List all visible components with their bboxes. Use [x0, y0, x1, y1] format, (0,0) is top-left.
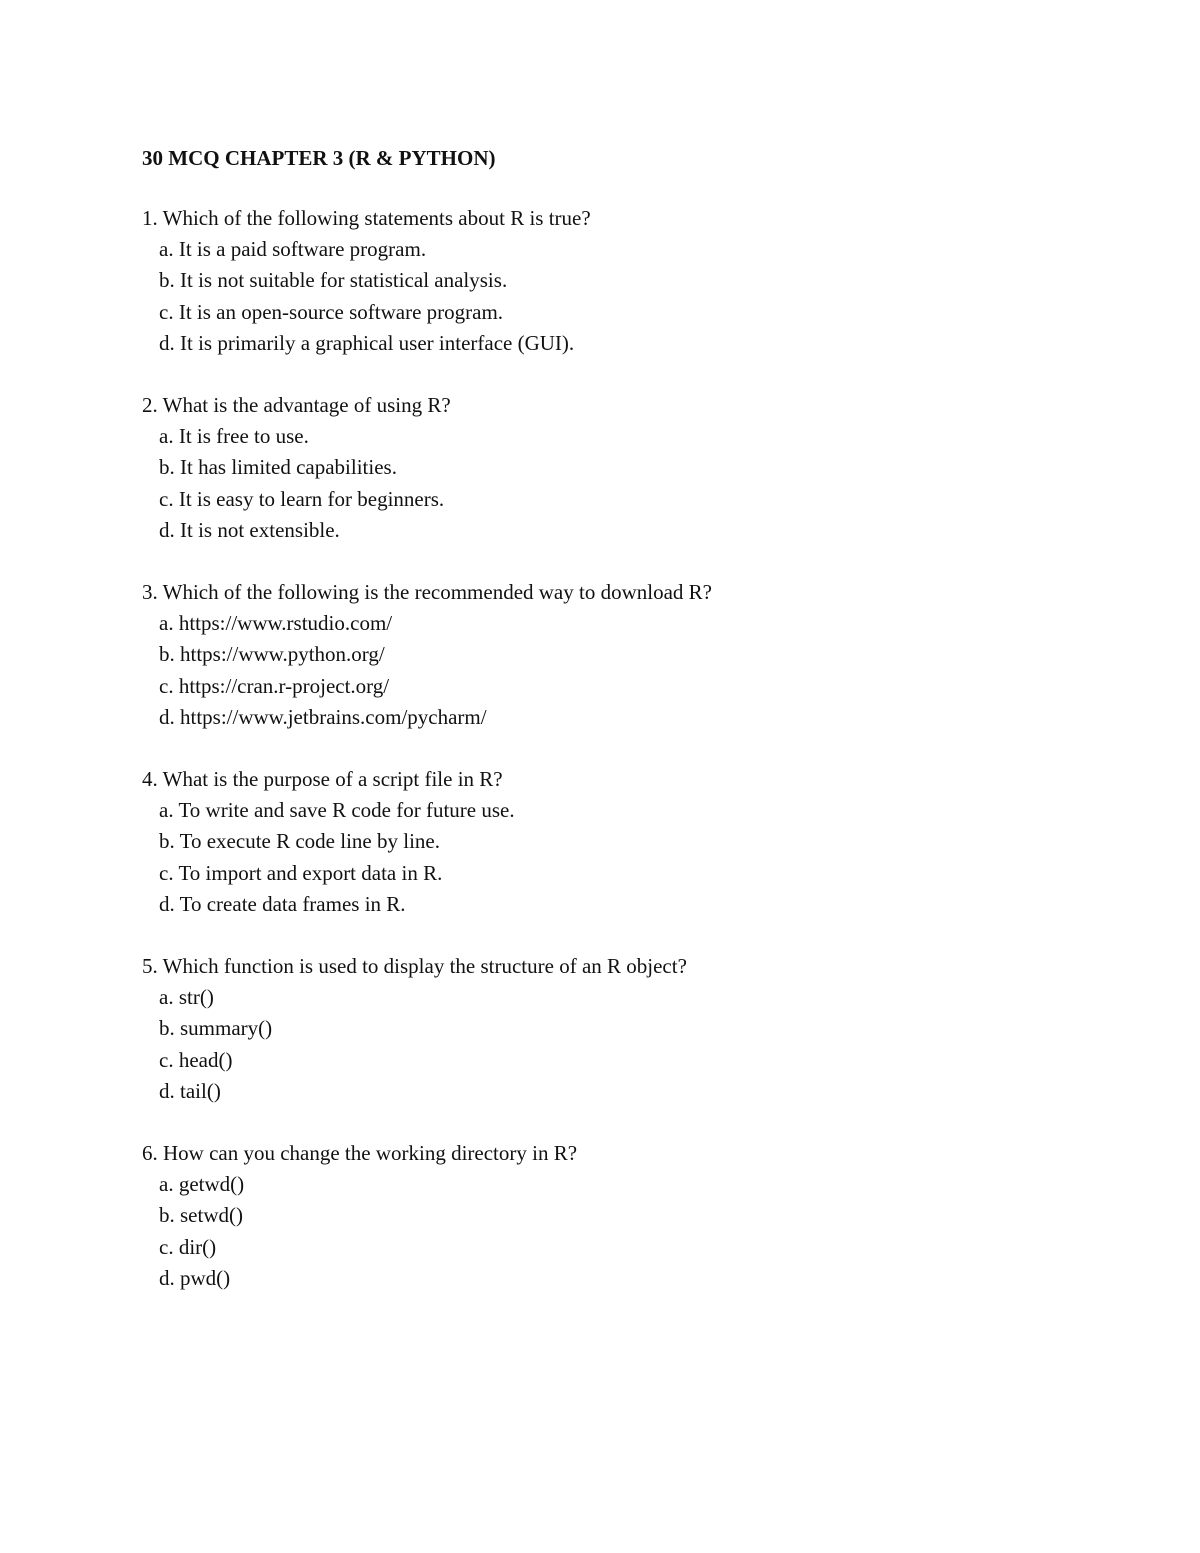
answer-option: d. It is not extensible. — [159, 517, 340, 542]
answer-option: d. To create data frames in R. — [159, 891, 406, 916]
question-stem: 2. What is the advantage of using R? — [142, 393, 451, 417]
answer-option: c. dir() — [159, 1234, 217, 1259]
answer-option: a. It is free to use. — [159, 424, 309, 449]
question-stem: 3. Which of the following is the recommended way to download R? — [142, 580, 712, 604]
answer-option: c. It is an open-source software program. — [159, 299, 504, 324]
answer-option: d. pwd() — [159, 1265, 231, 1290]
question-block — [142, 951, 1142, 1107]
answer-option: b. https://www.python.org/ — [159, 642, 385, 667]
question-block — [142, 1138, 1142, 1294]
answer-option: b. It has limited capabilities. — [159, 455, 397, 480]
answer-option: b. It is not suitable for statistical analysis. — [159, 268, 508, 293]
question-stem: 4. What is the purpose of a script file in R? — [142, 767, 503, 791]
answer-option: a. str() — [159, 985, 214, 1010]
answer-option: a. getwd() — [159, 1172, 245, 1197]
answer-option: d. It is primarily a graphical user interface (GUI). — [159, 330, 575, 355]
answer-option: b. summary() — [159, 1016, 273, 1041]
answer-option: c. head() — [159, 1047, 233, 1072]
question-stem: 6. How can you change the working directory in R? — [142, 1141, 578, 1165]
answer-option: c. It is easy to learn for beginners. — [159, 486, 445, 511]
answer-option: b. setwd() — [159, 1203, 243, 1228]
answer-option: c. https://cran.r-project.org/ — [159, 673, 390, 698]
question-stem: 5. Which function is used to display the structure of an R object? — [142, 954, 687, 978]
answer-option: a. To write and save R code for future use. — [159, 798, 515, 823]
question-block — [142, 390, 1142, 546]
question-block — [142, 203, 1142, 359]
answer-option: c. To import and export data in R. — [159, 860, 443, 885]
answer-option: d. tail() — [159, 1078, 221, 1103]
answer-option: a. https://www.rstudio.com/ — [159, 611, 393, 636]
answer-option: d. https://www.jetbrains.com/pycharm/ — [159, 704, 487, 729]
question-block — [142, 577, 1142, 733]
question-block — [142, 764, 1142, 920]
answer-option: b. To execute R code line by line. — [159, 829, 440, 854]
question-stem: 1. Which of the following statements about R is true? — [142, 206, 591, 230]
answer-option: a. It is a paid software program. — [159, 237, 427, 262]
document-title: 30 MCQ CHAPTER 3 (R & PYTHON) — [142, 146, 496, 170]
